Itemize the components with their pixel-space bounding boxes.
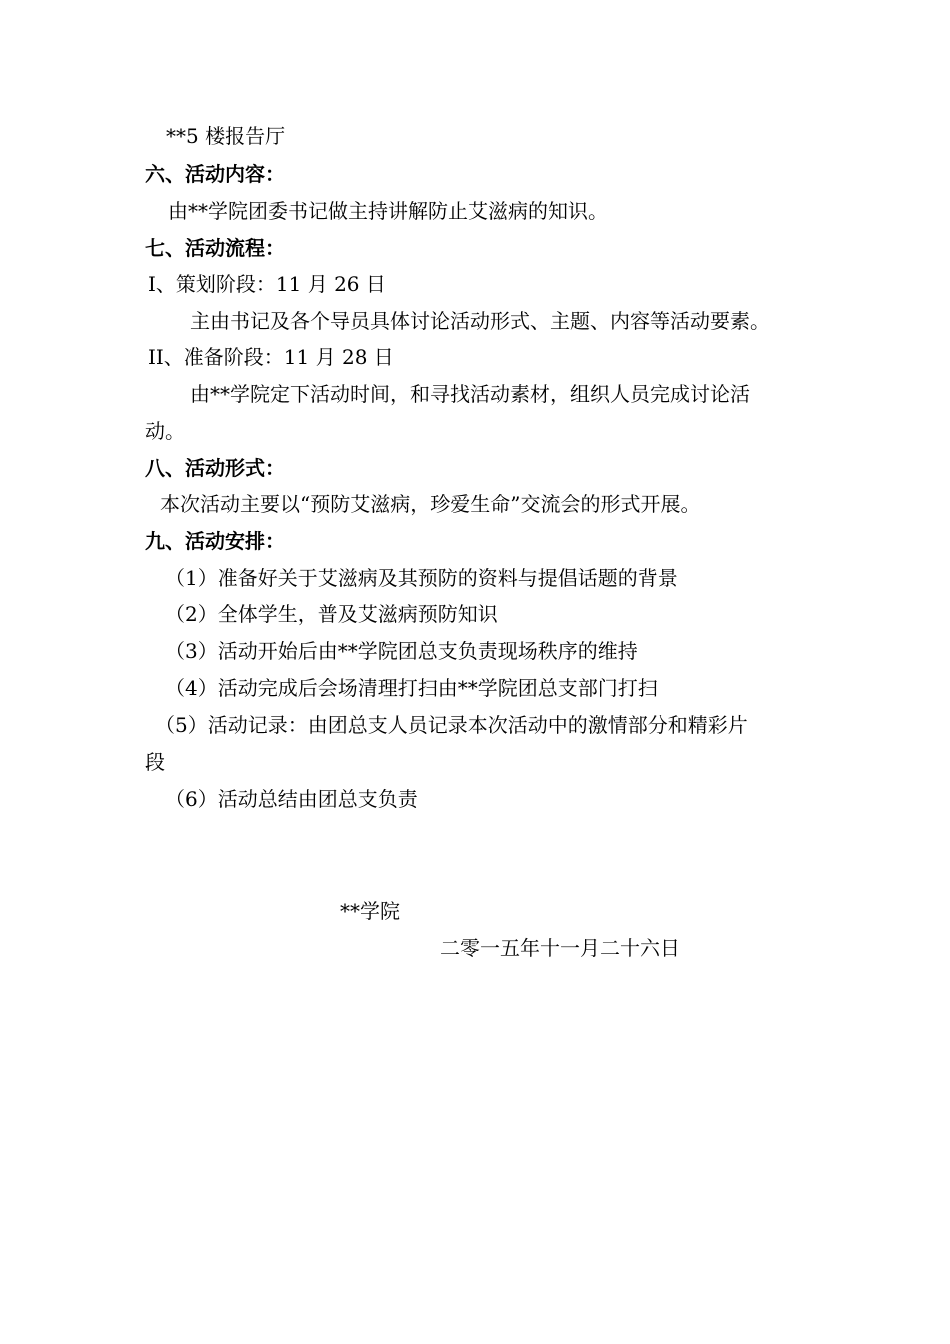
section6-body: 由**学院团委书记做主持讲解防止艾滋病的知识。 — [168, 199, 608, 223]
section8-body: 本次活动主要以“预防艾滋病，珍爱生命”交流会的形式开展。 — [160, 492, 701, 516]
arrangement-item-6: （6）活动总结由团总支负责 — [165, 787, 418, 811]
signature-org: **学院 — [340, 899, 400, 923]
stage2-body-line1: 由**学院定下活动时间，和寻找活动素材，组织人员完成讨论活 — [190, 382, 750, 406]
arrangement-item-2: （2）全体学生，普及艾滋病预防知识 — [165, 602, 498, 626]
stage2-title: II、准备阶段：11 月 28 日 — [148, 345, 394, 369]
signature-date: 二零一五年十一月二十六日 — [440, 936, 680, 960]
arrangement-item-1: （1）准备好关于艾滋病及其预防的资料与提倡话题的背景 — [165, 566, 678, 590]
section7-heading: 七、活动流程： — [145, 236, 285, 260]
arrangement-item-3: （3）活动开始后由**学院团总支负责现场秩序的维持 — [165, 639, 638, 663]
arrangement-item-5-line1: （5）活动记录：由团总支人员记录本次活动中的激情部分和精彩片 — [155, 713, 748, 737]
arrangement-item-4: （4）活动完成后会场清理打扫由**学院团总支部门打扫 — [165, 676, 658, 700]
stage1-title: I、策划阶段：11 月 26 日 — [148, 272, 386, 296]
arrangement-item-5-line2: 段 — [145, 750, 165, 774]
stage1-body: 主由书记及各个导员具体讨论活动形式、主题、内容等活动要素。 — [190, 309, 770, 333]
section8-heading: 八、活动形式： — [145, 456, 285, 480]
section9-heading: 九、活动安排： — [145, 529, 285, 553]
location-line: **5 楼报告厅 — [166, 124, 286, 148]
stage2-body-line2: 动。 — [145, 419, 185, 443]
section6-heading: 六、活动内容： — [145, 162, 285, 186]
